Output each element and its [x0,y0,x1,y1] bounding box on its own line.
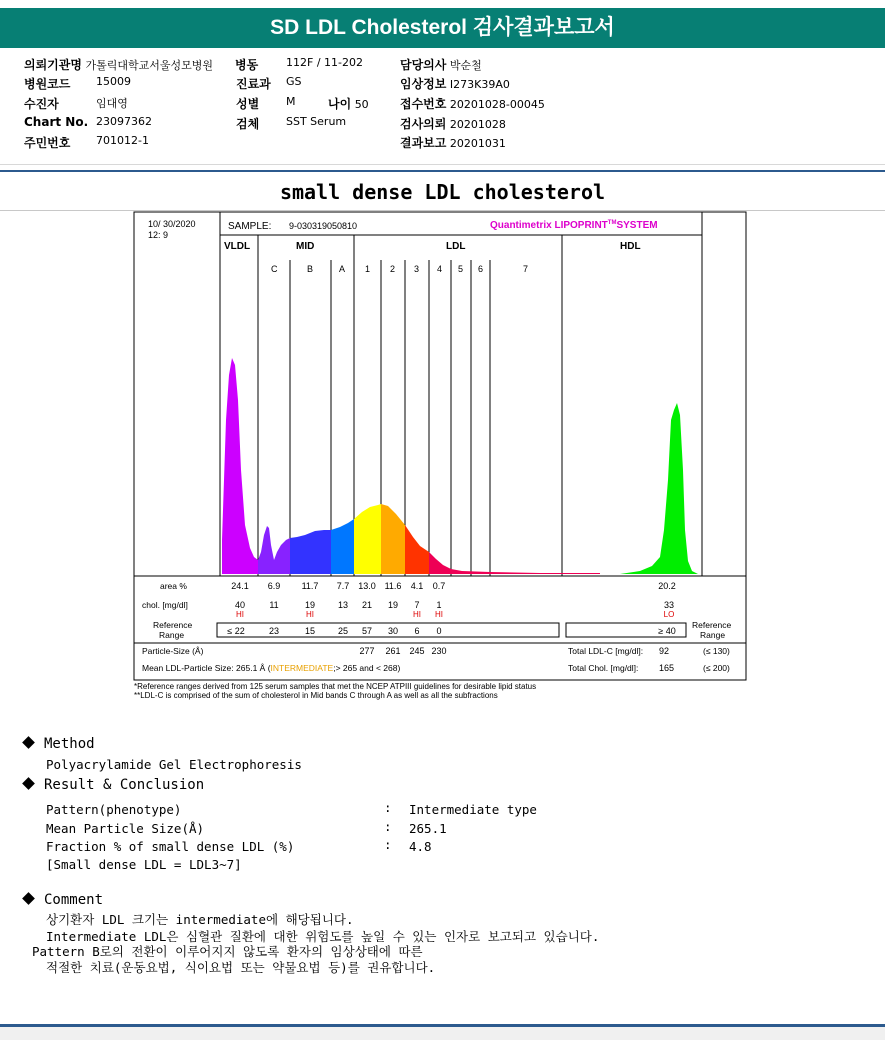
ward-value: 112F / 11-202 [286,56,363,69]
ref-right-1: Reference [692,620,732,630]
area-mid-c: 6.9 [267,581,281,591]
system-tm: TM [607,220,617,226]
group-ldl: LDL [446,241,466,252]
specimen-label: 검체 [236,117,260,131]
chol-label: chol. [mg/dl] [142,600,188,610]
group-hdl: HDL [620,241,641,252]
hospital-code-label: 병원코드 [24,77,71,91]
resident-value: 701012-1 [96,134,149,147]
area-ldl-3: 4.1 [410,581,424,591]
section-title: small dense LDL cholesterol [279,180,606,204]
result-note: [Small dense LDL = LDL3~7] [46,857,242,872]
date-line1: 10/ 30/2020 [148,219,196,229]
area-mid-a: 7.7 [336,581,350,591]
ref-label-1: Reference [153,620,193,630]
method-heading-text: Method [44,736,95,752]
mean-size-line [142,663,400,673]
comment-line: Intermediate LDL은 심혈관 질환에 대한 위험도를 높일 수 있는 인자로 보고되고 있습니다. [46,929,600,944]
area-ldl-4: 0.7 [432,581,446,591]
sample-label: SAMPLE: [228,221,272,232]
area-ldl-1: 13.0 [358,581,376,591]
receipt-value: 20201028-00045 [449,98,545,111]
area-vldl: 24.1 [231,581,249,591]
ref-hdl: ≥ 40 [658,626,676,636]
mean-size-value: 265.1 Å [236,663,266,673]
comment-heading-text: Comment [44,892,104,908]
flag-vldl: HI [236,610,244,619]
institution-value: 가톨릭대학교서울성모병원 [85,59,213,72]
system-suffix: SYSTEM [616,220,658,231]
method-heading [24,736,95,752]
ref-right-2: Range [700,630,726,640]
ref-mid-a: 25 [337,626,349,636]
patient-label: 수진자 [24,97,59,111]
result-row-label: Fraction % of small dense LDL (%) [46,839,295,854]
requested-value: 20201028 [449,118,506,131]
requested-label: 검사의뢰 [400,117,447,131]
chol-mid-b: 19 [304,600,316,610]
chol-ldl-4: 1 [436,600,442,610]
particle-size-4: 230 [431,646,447,656]
band-label-2: 2 [390,264,396,274]
specimen-value: SST Serum [286,115,347,128]
clinical-label: 임상정보 [400,77,447,91]
total-chol-ref: (≤ 200) [703,663,730,673]
bullet-diamond-icon [22,736,35,749]
age-value: 50 [354,98,369,111]
footnote-1: *Reference ranges derived from 125 serum samples that met the NCEP ATPIII guidelines for desirable lipid status [134,682,537,691]
doctor-label: 담당의사 [400,58,447,72]
particle-size-1: 277 [359,646,375,656]
comment-heading [24,892,103,908]
system-name [490,220,658,231]
result-heading [24,777,204,793]
ref-mid-b: 15 [304,626,316,636]
ref-mid-c: 23 [268,626,280,636]
group-vldl: VLDL [224,241,251,252]
result-row-value: Intermediate type [409,802,537,817]
mean-size-class: INTERMEDIATE [270,663,334,673]
doctor-value: 박순철 [449,59,482,72]
result-row-label: Mean Particle Size(Å) [46,821,205,836]
result-row-sep: : [384,800,392,815]
clinical-value: I273K39A0 [449,78,510,91]
comment-line: 적절한 치료(운동요법, 식이요법 또는 약물요법 등)를 권유합니다. [46,960,436,975]
result-row-sep: : [384,837,392,852]
band-label-7: 7 [523,264,529,274]
resident-label: 주민번호 [24,136,71,150]
particle-size-2: 261 [385,646,401,656]
bullet-diamond-icon [22,892,35,905]
total-chol-label: Total Chol. [mg/dl]: [568,663,639,673]
area-ldl-2: 11.6 [384,581,402,591]
band-label-5: 5 [458,264,464,274]
dept-label: 진료과 [236,77,271,91]
footer-strip [0,1027,885,1040]
particle-size-3: 245 [409,646,425,656]
sex-value: M [286,95,296,108]
chol-hdl: 33 [663,600,675,610]
result-row-value: 4.8 [409,839,432,854]
footnote-2: **LDL-C is comprised of the sum of cholesterol in Mid bands C through A as well as all the subfractions [134,691,498,700]
reported-label: 결과보고 [400,136,447,150]
result-heading-text: Result & Conclusion [44,777,205,793]
chol-ldl-3: 7 [414,600,420,610]
hospital-code-value: 15009 [96,75,131,88]
total-ldl-value: 92 [659,646,670,656]
receipt-label: 접수번호 [400,97,447,111]
chart-label: Chart No. [24,115,89,129]
flag-ldl-3: HI [413,610,421,619]
ref-ldl-3: 6 [414,626,420,636]
ward-label: 병동 [235,58,259,72]
chol-vldl: 40 [234,600,246,610]
result-row-sep: : [384,819,392,834]
comment-line: Pattern B로의 전환이 이루어지지 않도록 환자의 임상상태에 따른 [32,944,423,959]
system-name-main: Quantimetrix LIPOPRINT [490,220,608,231]
age-label: 나이 [328,97,352,111]
mean-size-label: Mean LDL-Particle Size: [142,663,234,673]
flag-hdl: LO [663,610,675,619]
band-label-1: 1 [365,264,371,274]
band-label-B: B [307,264,314,274]
result-row-label: Pattern(phenotype) [46,802,182,817]
sample-id: 9-030319050810 [289,221,358,231]
total-ldl-ref: (≤ 130) [703,646,730,656]
mean-size-paren: ( [265,663,271,673]
area-mid-b: 11.7 [301,581,319,591]
mean-size-range: ;> 265 and < 268) [333,663,401,673]
method-text: Polyacrylamide Gel Electrophoresis [46,757,302,772]
ref-label-2: Range [159,630,185,640]
band-label-A: A [339,264,346,274]
chol-ldl-2: 19 [387,600,399,610]
flag-ldl-4: HI [435,610,443,619]
total-chol-value: 165 [659,663,675,673]
band-label-4: 4 [437,264,443,274]
band-label-3: 3 [414,264,420,274]
particle-size-label: Particle-Size (Å) [142,646,204,656]
area-hdl: 20.2 [658,581,676,591]
chol-mid-a: 13 [337,600,349,610]
bullet-diamond-icon [22,777,35,790]
dept-value: GS [286,75,302,88]
ref-ldl-1: 57 [361,626,373,636]
sex-label: 성별 [236,97,260,111]
reported-value: 20201031 [449,137,506,150]
ref-ldl-4: 0 [436,626,442,636]
report-title: SD LDL Cholesterol 검사결과보고서 [0,8,885,48]
result-row-value: 265.1 [409,821,447,836]
ref-ldl-2: 30 [387,626,399,636]
band-label-6: 6 [478,264,484,274]
chol-mid-c: 11 [269,600,279,610]
comment-line: 상기환자 LDL 크기는 intermediate에 해당됩니다. [46,912,354,927]
group-mid: MID [296,241,315,252]
institution-label: 의뢰기관명 [24,58,82,72]
ref-vldl: ≤ 22 [227,626,245,636]
chart-value: 23097362 [96,115,152,128]
band-label-C: C [271,264,278,274]
area-label: area % [160,581,187,591]
patient-name: 임대영 [96,97,128,110]
total-ldl-label: Total LDL-C [mg/dl]: [568,646,644,656]
flag-mid-b: HI [306,610,314,619]
date-line2: 12: 9 [148,230,169,240]
chol-ldl-1: 21 [361,600,373,610]
